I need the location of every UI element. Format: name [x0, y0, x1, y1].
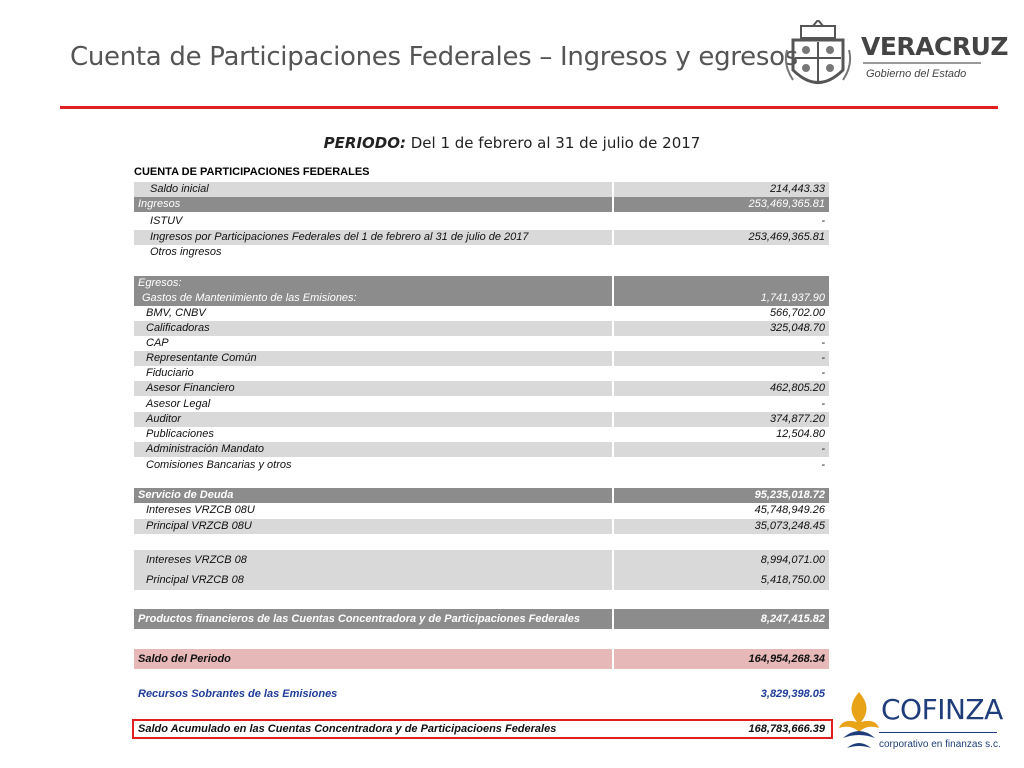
table-row: Ingresos 253,469,365.81 [134, 197, 831, 212]
cofinza-logo-line [879, 732, 997, 733]
table-row: CAP - [146, 337, 825, 349]
table-row: Principal VRZCB 08U 35,073,248.45 [134, 519, 831, 534]
table-row: Gastos de Mantenimiento de las Emisiones: 1,741,937.90 [134, 291, 831, 306]
table-header: CUENTA DE PARTICIPACIONES FEDERALES [134, 166, 370, 178]
table-row: Saldo Acumulado en las Cuentas Concentradora y de Participacioens Federales 168,783,666.39 [134, 721, 831, 737]
table-row: Calificadoras 325,048.70 [134, 321, 831, 336]
veracruz-logo [783, 20, 1009, 95]
table-spacer [134, 629, 831, 649]
table-row: Comisiones Bancarias y otros - [146, 459, 825, 471]
table-row: Recursos Sobrantes de las Emisiones 3,829,398.05 [138, 688, 825, 700]
table-row: Productos financieros de las Cuentas Concentradora y de Participaciones Federales 8,247,415.82 [134, 609, 831, 629]
veracruz-logo-subtitle: Gobierno del Estado [866, 68, 967, 80]
table-row: Ingresos por Participaciones Federales del 1 de febrero al 31 de julio de 2017 253,469,365.81 [134, 230, 831, 245]
period-label: PERIODO: [323, 134, 406, 152]
table-row: BMV, CNBV 566,702.00 [146, 307, 825, 319]
table-row: Principal VRZCB 08 5,418,750.00 [134, 570, 831, 590]
table-row: Publicaciones 12,504.80 [146, 428, 825, 440]
veracruz-logo-name: VERACRUZ [861, 32, 1009, 61]
table-row: Servicio de Deuda 95,235,018.72 [134, 488, 831, 503]
table-row: ISTUV - [150, 215, 825, 227]
table-row: Saldo del Periodo 164,954,268.34 [134, 649, 831, 669]
table-row: Fiduciario - [146, 367, 825, 379]
table-row: Egresos: [134, 276, 831, 291]
veracruz-seal-icon [783, 20, 853, 95]
slide-title: Cuenta de Participaciones Federales – Ingresos y egresos [70, 42, 798, 72]
table-row: Intereses VRZCB 08U 45,748,949.26 [146, 504, 825, 516]
table-row: Otros ingresos [150, 246, 222, 258]
cofinza-logo [835, 688, 1005, 763]
period-line [0, 134, 1024, 152]
table-row: Asesor Financiero 462,805.20 [134, 381, 831, 396]
table-row: Administración Mandato - [134, 442, 831, 457]
title-divider [60, 106, 998, 109]
table-row: Intereses VRZCB 08 8,994,071.00 [134, 550, 831, 570]
cofinza-star-icon [835, 688, 883, 758]
table-row: Representante Común - [134, 351, 831, 366]
table-row: Asesor Legal - [146, 398, 825, 410]
cofinza-logo-name: COFINZA [881, 693, 1003, 726]
cofinza-logo-subtitle: corporativo en finanzas s.c. [879, 739, 1001, 750]
period-text: Del 1 de febrero al 31 de julio de 2017 [405, 134, 701, 152]
table-row: Saldo inicial 214,443.33 [134, 182, 831, 197]
table-row: Auditor 374,877.20 [134, 412, 831, 427]
logo-swoosh [863, 62, 981, 64]
